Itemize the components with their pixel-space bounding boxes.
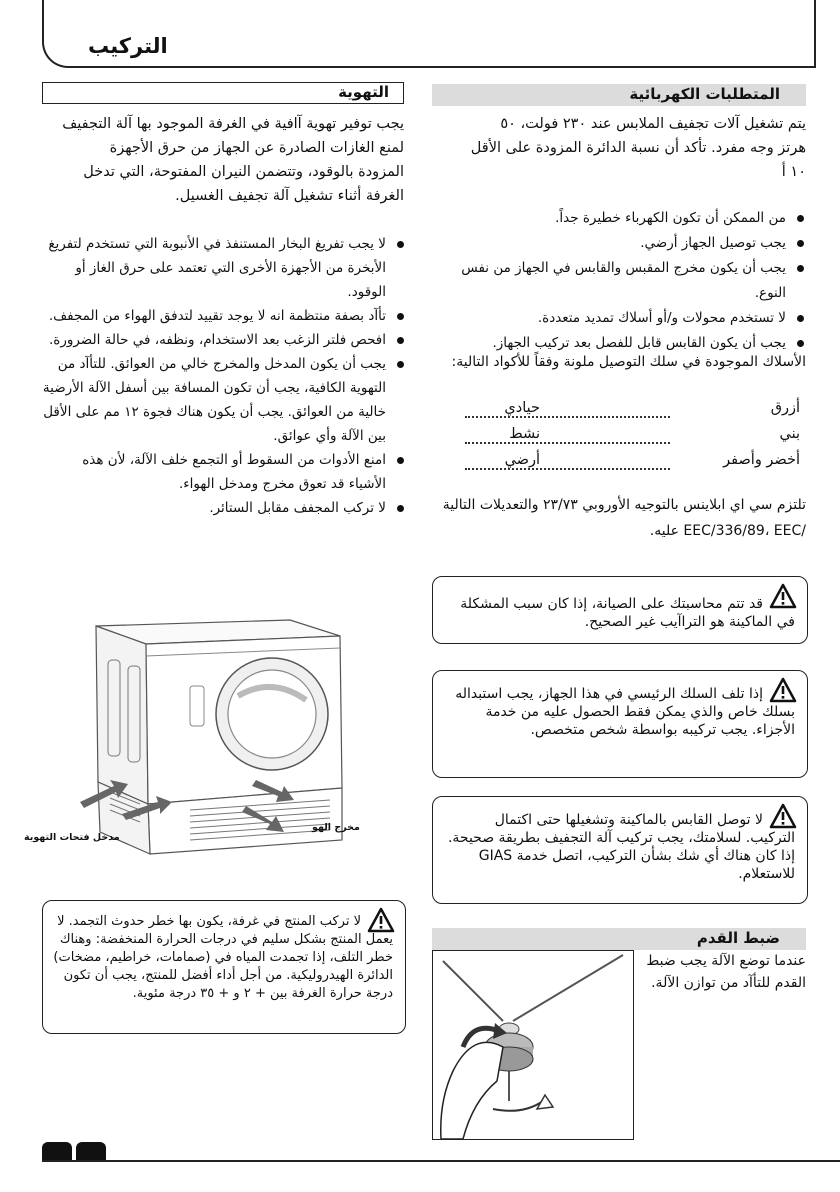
list-item: افحص فلتر الزغب بعد الاستخدام، ونظفه، في حالة الضرورة. <box>42 328 406 352</box>
compliance-line: تلتزم سي اي ابلاينس بالتوجيه الأوروبي ٢٣/٧٣ والتعديلات التالية <box>442 497 806 513</box>
footer-tab-left <box>42 1142 72 1162</box>
footer-tab-right <box>76 1142 106 1162</box>
warning-cable-text: إذا تلف السلك الرئيسي في هذا الجهاز، يجب استبداله بسلك خاص والذي يمكن فقط الحصول عليه من خدمة الأجزاء. يجب تركيبه بواسطة شخص متخصص. <box>455 686 795 738</box>
list-item: يجب توصيل الجهاز أرضي. <box>432 231 806 256</box>
wire-function: نشط <box>509 426 540 442</box>
ventilation-intro-line: لمنع الغازات الصادرة عن الجهاز من حرق الأجهزة <box>109 140 404 156</box>
list-item: لا يجب تفريغ البخار المستنفذ في الأنبوبة التي تستخدم لتفريغ الأبخرة من الأجهزة الأخرى التي تعتمد على حرق الغاز أو الوقود. <box>42 232 406 304</box>
electrical-heading: المتطلبات الكهربائية <box>629 85 780 103</box>
inlet-caption: مدخل فتحات التهوية <box>24 832 120 843</box>
footer-rule <box>42 1160 840 1162</box>
feet-text: عندما توضع الآلة يجب ضبط القدم للتأآد من توازن الآلة. <box>646 953 806 991</box>
wire-color: أخضر وأصفر <box>723 452 800 468</box>
list-item: يجب أن يكون المدخل والمخرج خالي من العوائق. للتأآد من التهوية الكافية، يجب أن تكون المسافة بين أسفل الآلة الأرضية خالية من العوائق. يجب أن يكون هناك فجوة ١٢ مم على الأقل بين الآلة وأي عوائق. <box>42 352 406 448</box>
wire-function: حيادي <box>504 400 540 416</box>
wire-function: أرضي <box>504 452 540 468</box>
warning-box-service <box>432 576 808 644</box>
dryer-ventilation-illustration <box>24 596 390 856</box>
wire-color: بني <box>779 426 800 442</box>
feet-heading: ضبط القدم <box>696 929 780 947</box>
feet-heading-bar <box>432 928 806 950</box>
electrical-heading-bar <box>432 84 806 106</box>
electrical-intro-line: ١٠ أ <box>781 164 806 180</box>
list-item: لا تستخدم محولات و/أو أسلاك تمديد متعددة. <box>432 306 806 331</box>
dryer-drawing <box>40 596 390 856</box>
list-item: امنع الأدوات من السقوط أو التجمع خلف الآلة، لأن هذه الأشياء قد تعوق مخرج ومدخل الهواء. <box>42 448 406 496</box>
warning-frost-text: لا تركب المنتج في غرفة، يكون بها خطر حدوث التجمد. لا يعمل المنتج بشكل سليم في درجات الحرارة المنخفضة: وهناك خطر التلف، إذا تجمدت المياه في (صمامات، خراطيم، مضخات) الدائرة الهيدروليكية. من أجل أداء أفضل للمنتج، يجب أن تكون درجة حرارة الغرفة بين + ٢ و + ٣٥ درجة مئوية. <box>53 914 393 1001</box>
electrical-intro-line: هرتز وجه مفرد. تأكد أن نسبة الدائرة المزودة على الأقل <box>470 140 806 156</box>
list-item: من الممكن أن تكون الكهرباء خطيرة جداً. <box>432 206 806 231</box>
list-item: يجب أن يكون مخرج المقبس والقابس في الجهاز من نفس النوع. <box>432 256 806 306</box>
adjustable-foot-drawing <box>433 951 633 1139</box>
ventilation-intro-line: يجب توفير تهوية آافية في الغرفة الموجود بها آلة التجفيف <box>62 116 404 132</box>
warning-service-text: قد تتم محاسبتك على الصيانة، إذا كان سبب المشكلة في الماكينة هو التراآيب غير الصحيح. <box>460 596 795 630</box>
ventilation-intro-line: المزودة بالوقود، وتتضمن النيران المفتوحة، التي تدخل <box>83 164 404 180</box>
electrical-intro-line: يتم تشغيل آلات تجفيف الملابس عند ٢٣٠ فولت، ٥٠ <box>500 116 806 132</box>
feet-illustration <box>432 950 634 1140</box>
wire-color: أزرق <box>770 400 800 416</box>
wire-row-green-yellow <box>445 452 800 476</box>
warning-box-plug <box>432 796 808 904</box>
compliance-text <box>432 492 806 544</box>
ventilation-heading-box <box>42 82 404 104</box>
electrical-intro <box>432 112 806 184</box>
electrical-bullet-list <box>432 206 806 356</box>
wires-intro: الأسلاك الموجودة في سلك التوصيل ملونة وفقاً للأكواد التالية: <box>451 354 806 370</box>
wire-row-brown <box>445 426 800 450</box>
warning-box-cable <box>432 670 808 778</box>
ventilation-bullet-list <box>42 232 406 520</box>
warning-plug-text: لا توصل القابس بالماكينة وتشغيلها حتى اكتمال التركيب. لسلامتك، يجب تركيب آلة التجفيف بطريقة صحيحة. إذا كان هناك أي شك بشأن التركيب، اتصل خدمة GIAS للاستعلام. <box>447 812 795 882</box>
ventilation-intro <box>42 112 404 208</box>
ventilation-heading: التهوية <box>338 83 389 101</box>
outlet-caption: مخرج الهو <box>312 822 360 833</box>
list-item: تأآد بصفة منتظمة انه لا يوجد تقييد لتدفق الهواء من المجفف. <box>42 304 406 328</box>
list-item: يجب أن يكون القابس قابل للفصل بعد تركيب الجهاز. <box>432 331 806 356</box>
warning-box-frost <box>42 900 406 1034</box>
page-title: التركيب <box>88 34 168 58</box>
list-item: لا تركب المجفف مقابل الستائر. <box>42 496 406 520</box>
ventilation-intro-line: الغرفة أثناء تشغيل آلة تجفيف الغسيل. <box>175 188 404 204</box>
wire-row-blue <box>445 400 800 424</box>
compliance-line: /EEC/336/89، EEC عليه. <box>649 523 806 539</box>
